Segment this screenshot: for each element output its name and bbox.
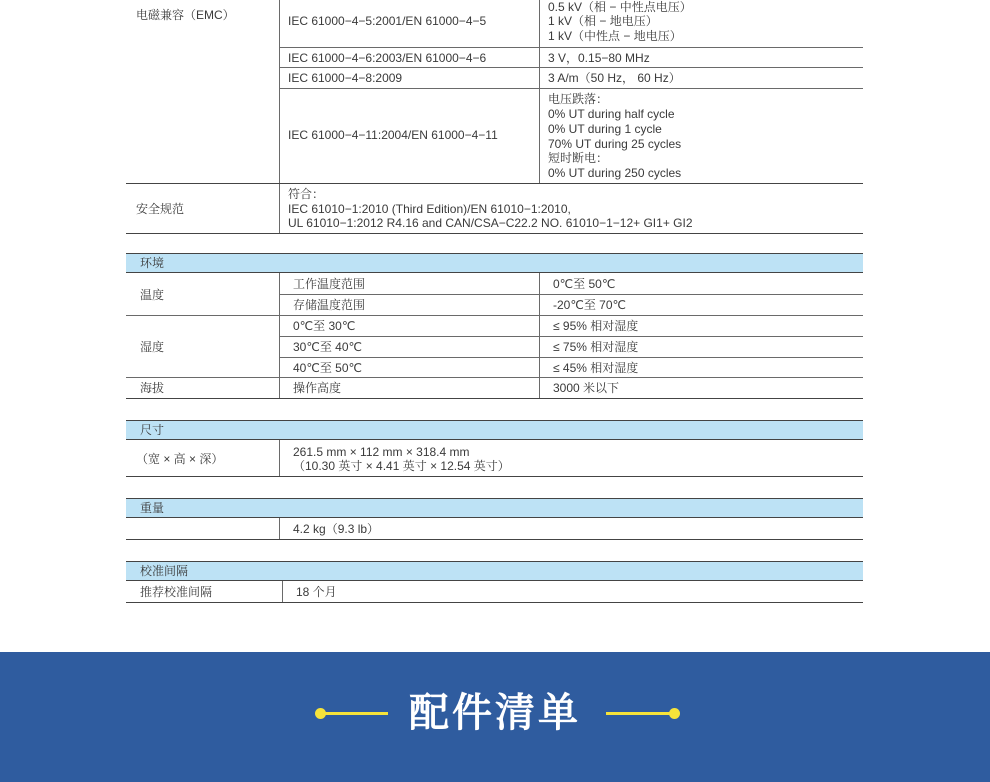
emc-value-2: 3 V，0.15−80 MHz — [548, 51, 650, 65]
temperature-storage-value: -20℃至 70℃ — [553, 298, 626, 312]
accessories-banner — [0, 652, 990, 782]
emc-column-divider-left — [279, 0, 280, 233]
dimensions-bottom-border — [126, 476, 863, 477]
calibration-value: 18 个月 — [296, 585, 337, 599]
environment-bottom-border — [126, 398, 863, 399]
environment-row-divider — [279, 357, 863, 358]
emc-value-4e: 短时断电： — [548, 151, 609, 165]
humidity-row-1-name: 0℃至 30℃ — [293, 319, 356, 333]
emc-section-bottom-border — [126, 183, 863, 184]
dimensions-imperial: （10.30 英寸 × 4.41 英寸 × 12.54 英寸） — [293, 459, 510, 473]
environment-row-divider — [279, 336, 863, 337]
calibration-bottom-border — [126, 602, 863, 603]
emc-value-4a: 电压跌落： — [548, 92, 609, 106]
temperature-operating-name: 工作温度范围 — [293, 277, 366, 291]
weight-bottom-border — [126, 539, 863, 540]
temperature-label: 温度 — [140, 288, 165, 302]
right-accent-line — [606, 712, 670, 715]
safety-bottom-border — [126, 233, 863, 234]
altitude-label: 海拔 — [140, 381, 165, 395]
emc-standard-3: IEC 61000−4−8:2009 — [288, 71, 403, 85]
humidity-row-2-value: ≤ 75% 相对湿度 — [553, 340, 639, 354]
emc-standard-1: IEC 61000−4−5:2001/EN 61000−4−5 — [288, 14, 487, 28]
emc-column-divider-right — [539, 0, 540, 183]
accessories-title: 配件清单 — [409, 690, 581, 736]
right-accent-dot — [669, 708, 680, 719]
emc-standard-2: IEC 61000−4−6:2003/EN 61000−4−6 — [288, 51, 487, 65]
emc-value-4c: 0% UT during 1 cycle — [548, 122, 662, 136]
environment-row-divider — [279, 294, 863, 295]
humidity-label: 湿度 — [140, 340, 165, 354]
emc-value-4d: 70% UT during 25 cycles — [548, 137, 682, 151]
humidity-row-2-name: 30℃至 40℃ — [293, 340, 362, 354]
emc-value-4f: 0% UT during 250 cycles — [548, 166, 682, 180]
calibration-divider — [282, 581, 283, 602]
emc-value-3: 3 A/m（50 Hz， 60 Hz） — [548, 71, 681, 85]
dimensions-metric: 261.5 mm × 112 mm × 318.4 mm — [293, 445, 470, 459]
weight-divider — [279, 518, 280, 539]
emc-value-1c: 1 kV（中性点 − 地电压） — [548, 29, 682, 43]
calibration-section-header: 校准间隔 — [126, 561, 863, 581]
emc-standard-4: IEC 61000−4−11:2004/EN 61000−4−11 — [288, 128, 498, 142]
emc-label: 电磁兼容（EMC） — [136, 8, 235, 22]
weight-section-header: 重量 — [126, 498, 863, 518]
humidity-row-1-value: ≤ 95% 相对湿度 — [553, 319, 639, 333]
safety-line-2: IEC 61010−1:2010 (Third Edition)/EN 61010−1:2010, — [288, 202, 571, 216]
environment-section-header: 环境 — [126, 253, 863, 273]
dimensions-divider — [279, 440, 280, 476]
emc-value-1b: 1 kV（相 − 地电压） — [548, 14, 658, 28]
humidity-row-3-value: ≤ 45% 相对湿度 — [553, 361, 639, 375]
environment-group-divider — [126, 377, 863, 378]
environment-group-divider — [126, 315, 863, 316]
safety-line-3: UL 61010−1:2012 R4.16 and CAN/CSA−C22.2 NO. 61010−1−12+ GI1+ GI2 — [288, 216, 693, 230]
dimensions-section-header: 尺寸 — [126, 420, 863, 440]
altitude-value: 3000 米以下 — [553, 381, 620, 395]
weight-value: 4.2 kg（9.3 lb） — [293, 522, 380, 536]
emc-row-divider — [279, 47, 863, 48]
temperature-storage-name: 存储温度范围 — [293, 298, 366, 312]
altitude-name: 操作高度 — [293, 381, 342, 395]
emc-row-divider — [279, 88, 863, 89]
safety-line-1: 符合： — [288, 187, 325, 201]
dimensions-label: （宽 × 高 × 深） — [136, 452, 224, 466]
emc-value-4b: 0% UT during half cycle — [548, 107, 675, 121]
emc-value-1a: 0.5 kV（相 − 中性点电压） — [548, 0, 692, 14]
humidity-row-3-name: 40℃至 50℃ — [293, 361, 362, 375]
temperature-operating-value: 0℃至 50℃ — [553, 277, 616, 291]
emc-row-divider — [279, 67, 863, 68]
calibration-label: 推荐校准间隔 — [140, 585, 213, 599]
safety-label: 安全规范 — [136, 202, 185, 216]
